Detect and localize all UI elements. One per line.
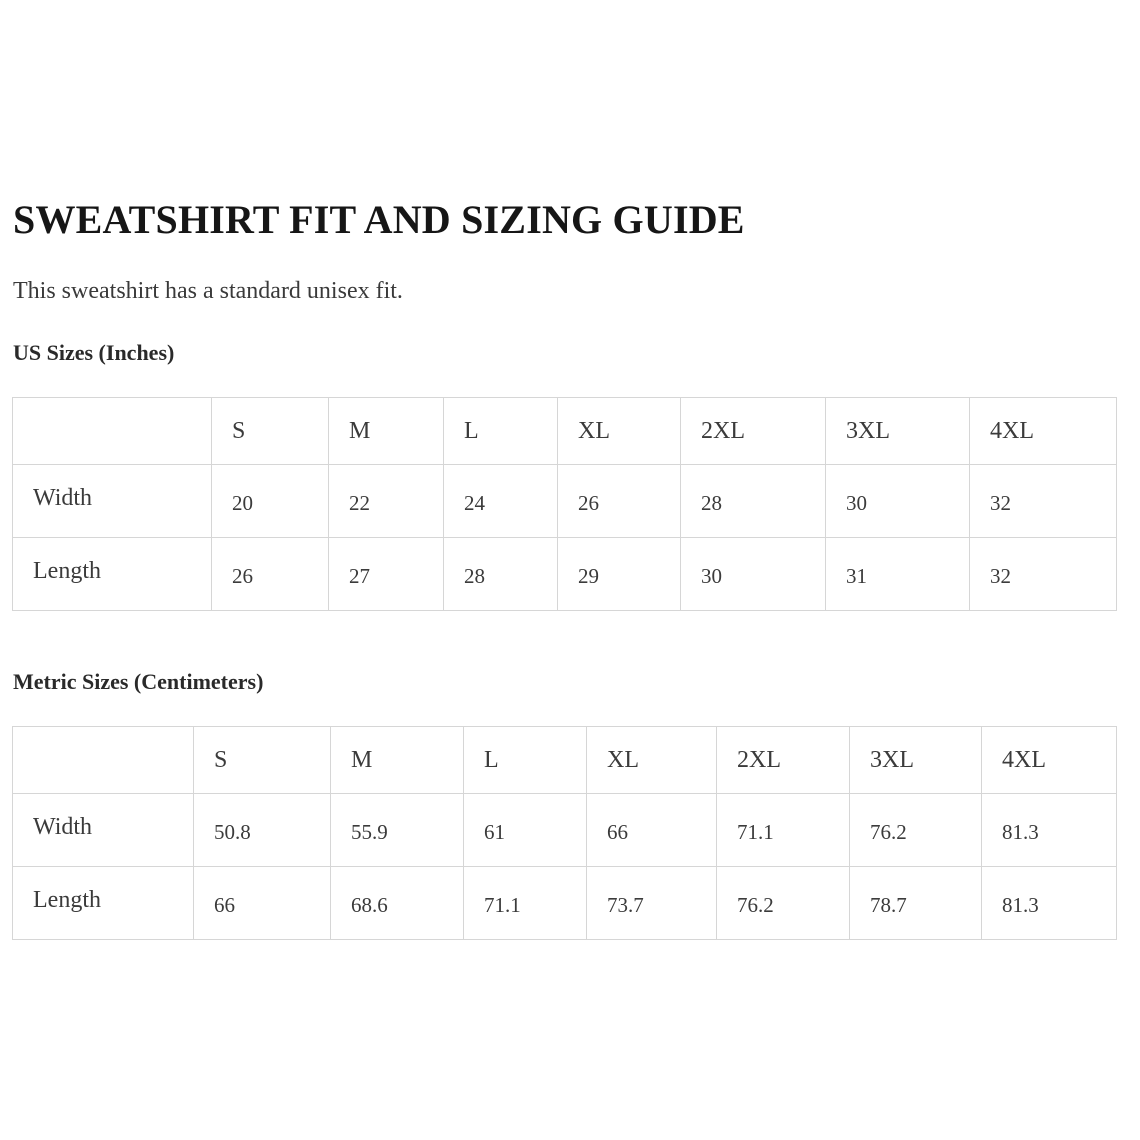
us-header-s: S — [212, 398, 329, 465]
metric-sizes-heading: Metric Sizes (Centimeters) — [13, 669, 264, 694]
metric-header-s: S — [194, 727, 331, 794]
metric-length-xl: 73.7 — [587, 867, 717, 940]
metric-header-row — [13, 727, 1117, 794]
metric-width-l: 61 — [464, 794, 587, 867]
us-length-s: 26 — [212, 538, 329, 611]
us-length-3xl: 31 — [826, 538, 970, 611]
metric-width-2xl: 71.1 — [717, 794, 850, 867]
metric-size-table — [12, 726, 1117, 940]
us-length-l: 28 — [444, 538, 558, 611]
metric-header-4xl: 4XL — [982, 727, 1117, 794]
metric-width-s: 50.8 — [194, 794, 331, 867]
fit-description: This sweatshirt has a standard unisex fit. — [13, 278, 403, 304]
us-length-label: Length — [13, 538, 212, 611]
metric-header-2xl: 2XL — [717, 727, 850, 794]
page-title: SWEATSHIRT FIT AND SIZING GUIDE — [13, 197, 745, 242]
us-header-2xl: 2XL — [681, 398, 826, 465]
us-length-2xl: 30 — [681, 538, 826, 611]
metric-width-label: Width — [13, 794, 194, 867]
metric-header-l: L — [464, 727, 587, 794]
us-length-row — [13, 538, 1117, 611]
metric-header-xl: XL — [587, 727, 717, 794]
metric-length-2xl: 76.2 — [717, 867, 850, 940]
us-width-s: 20 — [212, 465, 329, 538]
us-width-3xl: 30 — [826, 465, 970, 538]
us-header-xl: XL — [558, 398, 681, 465]
metric-width-row — [13, 794, 1117, 867]
metric-length-4xl: 81.3 — [982, 867, 1117, 940]
metric-header-empty — [13, 727, 194, 794]
metric-length-s: 66 — [194, 867, 331, 940]
metric-length-label: Length — [13, 867, 194, 940]
us-width-label: Width — [13, 465, 212, 538]
us-sizes-heading: US Sizes (Inches) — [13, 340, 175, 365]
us-header-empty — [13, 398, 212, 465]
us-width-m: 22 — [329, 465, 444, 538]
us-header-m: M — [329, 398, 444, 465]
us-header-3xl: 3XL — [826, 398, 970, 465]
metric-width-4xl: 81.3 — [982, 794, 1117, 867]
metric-header-3xl: 3XL — [850, 727, 982, 794]
metric-length-m: 68.6 — [331, 867, 464, 940]
us-width-l: 24 — [444, 465, 558, 538]
us-size-table — [12, 397, 1117, 611]
us-header-4xl: 4XL — [970, 398, 1117, 465]
metric-width-m: 55.9 — [331, 794, 464, 867]
us-header-row — [13, 398, 1117, 465]
metric-header-m: M — [331, 727, 464, 794]
us-length-4xl: 32 — [970, 538, 1117, 611]
metric-width-xl: 66 — [587, 794, 717, 867]
us-length-xl: 29 — [558, 538, 681, 611]
us-length-m: 27 — [329, 538, 444, 611]
us-width-xl: 26 — [558, 465, 681, 538]
us-width-2xl: 28 — [681, 465, 826, 538]
us-header-l: L — [444, 398, 558, 465]
us-width-row — [13, 465, 1117, 538]
us-width-4xl: 32 — [970, 465, 1117, 538]
metric-length-row — [13, 867, 1117, 940]
metric-width-3xl: 76.2 — [850, 794, 982, 867]
metric-length-l: 71.1 — [464, 867, 587, 940]
metric-length-3xl: 78.7 — [850, 867, 982, 940]
